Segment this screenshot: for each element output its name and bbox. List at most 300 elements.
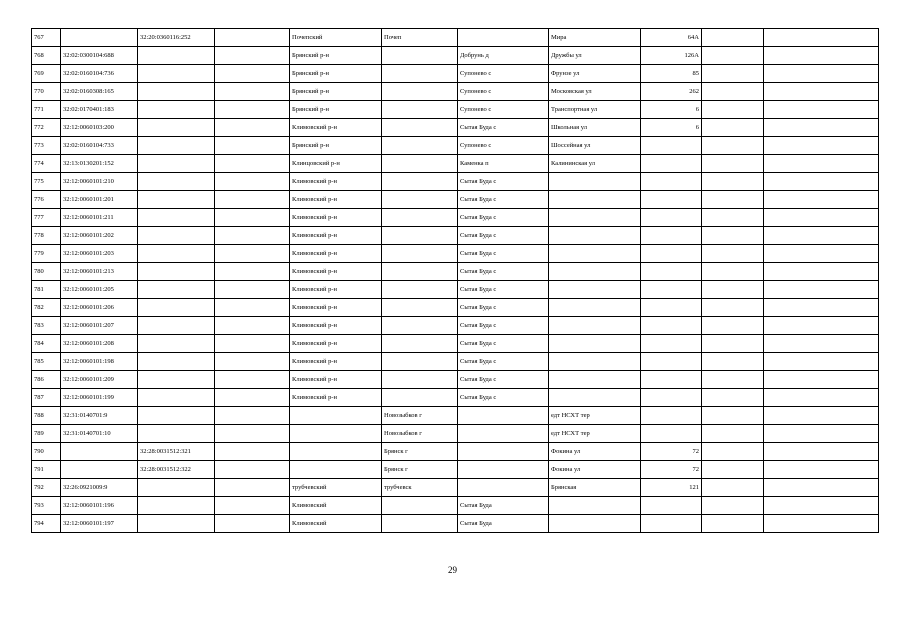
extra-col-1-cell	[702, 443, 764, 461]
district-cell: Климовский р-н	[290, 227, 382, 245]
house-number-cell	[641, 299, 702, 317]
town-cell: Почеп	[382, 29, 458, 47]
settlement-cell: Сытая Буда с	[458, 335, 549, 353]
cadastral-number-b-cell	[138, 335, 215, 353]
extra-col-2-cell	[764, 443, 879, 461]
blank-col-cell	[215, 209, 290, 227]
table-row	[32, 155, 879, 173]
settlement-cell: Сытая Буда с	[458, 245, 549, 263]
cadastral-number-b-cell	[138, 407, 215, 425]
extra-col-1-cell	[702, 245, 764, 263]
cadastral-number-a-cell: 32:12:0060101:211	[61, 209, 138, 227]
cadastral-number-b-cell	[138, 263, 215, 281]
house-number-cell: 85	[641, 65, 702, 83]
district-cell: Климовский р-н	[290, 335, 382, 353]
extra-col-2-cell	[764, 137, 879, 155]
cadastral-number-b-cell	[138, 389, 215, 407]
table-row	[32, 101, 879, 119]
district-cell: Климовский р-н	[290, 263, 382, 281]
cadastral-number-b-cell	[138, 245, 215, 263]
house-number-cell: 262	[641, 83, 702, 101]
settlement-cell: Сытая Буда с	[458, 389, 549, 407]
table-row	[32, 209, 879, 227]
district-cell: Брянский р-н	[290, 83, 382, 101]
extra-col-1-cell	[702, 155, 764, 173]
blank-col-cell	[215, 335, 290, 353]
town-cell: Брянск г	[382, 461, 458, 479]
house-number-cell: 6	[641, 101, 702, 119]
street-cell: Фрунзе ул	[549, 65, 641, 83]
table-row	[32, 47, 879, 65]
settlement-cell: Сытая Буда	[458, 497, 549, 515]
extra-col-1-cell	[702, 65, 764, 83]
street-cell: Московская ул	[549, 83, 641, 101]
district-cell: Климовский р-н	[290, 353, 382, 371]
district-cell: Брянский р-н	[290, 137, 382, 155]
settlement-cell	[458, 29, 549, 47]
table-row	[32, 497, 879, 515]
table-row	[32, 299, 879, 317]
town-cell	[382, 389, 458, 407]
district-cell	[290, 425, 382, 443]
row-number-cell: 792	[32, 479, 61, 497]
extra-col-1-cell	[702, 281, 764, 299]
extra-col-2-cell	[764, 227, 879, 245]
extra-col-1-cell	[702, 191, 764, 209]
table-body	[32, 29, 879, 533]
table-row	[32, 461, 879, 479]
town-cell	[382, 155, 458, 173]
street-cell: Школьная ул	[549, 119, 641, 137]
cadastral-number-b-cell	[138, 317, 215, 335]
settlement-cell: Каменка п	[458, 155, 549, 173]
row-number-cell: 785	[32, 353, 61, 371]
cadastral-number-b-cell	[138, 515, 215, 533]
cadastral-number-b-cell	[138, 371, 215, 389]
cadastral-number-b-cell	[138, 47, 215, 65]
blank-col-cell	[215, 371, 290, 389]
settlement-cell: Сытая Буда	[458, 515, 549, 533]
settlement-cell: Супонево с	[458, 101, 549, 119]
blank-col-cell	[215, 263, 290, 281]
settlement-cell: Сытая Буда с	[458, 281, 549, 299]
settlement-cell	[458, 407, 549, 425]
settlement-cell: Сытая Буда с	[458, 227, 549, 245]
row-number-cell: 780	[32, 263, 61, 281]
extra-col-2-cell	[764, 479, 879, 497]
blank-col-cell	[215, 137, 290, 155]
cadastral-number-b-cell	[138, 353, 215, 371]
cadastral-number-b-cell	[138, 227, 215, 245]
cadastral-number-a-cell: 32:12:0060101:201	[61, 191, 138, 209]
blank-col-cell	[215, 227, 290, 245]
settlement-cell: Сытая Буда с	[458, 317, 549, 335]
extra-col-2-cell	[764, 425, 879, 443]
registry-table	[31, 28, 879, 533]
extra-col-2-cell	[764, 317, 879, 335]
extra-col-1-cell	[702, 137, 764, 155]
street-cell	[549, 317, 641, 335]
table-row	[32, 335, 879, 353]
extra-col-2-cell	[764, 101, 879, 119]
cadastral-number-a-cell: 32:12:0060101:207	[61, 317, 138, 335]
table-row	[32, 245, 879, 263]
cadastral-number-a-cell: 32:26:0921009:9	[61, 479, 138, 497]
row-number-cell: 779	[32, 245, 61, 263]
street-cell	[549, 335, 641, 353]
district-cell: Климовский	[290, 515, 382, 533]
settlement-cell	[458, 479, 549, 497]
settlement-cell: Сытая Буда с	[458, 299, 549, 317]
blank-col-cell	[215, 461, 290, 479]
cadastral-number-b-cell	[138, 209, 215, 227]
row-number-cell: 769	[32, 65, 61, 83]
street-cell	[549, 245, 641, 263]
extra-col-1-cell	[702, 335, 764, 353]
extra-col-1-cell	[702, 407, 764, 425]
town-cell	[382, 65, 458, 83]
extra-col-2-cell	[764, 353, 879, 371]
district-cell: Климовский р-н	[290, 245, 382, 263]
district-cell: Климовский	[290, 497, 382, 515]
house-number-cell: 72	[641, 461, 702, 479]
row-number-cell: 788	[32, 407, 61, 425]
town-cell	[382, 515, 458, 533]
extra-col-1-cell	[702, 173, 764, 191]
town-cell	[382, 209, 458, 227]
blank-col-cell	[215, 479, 290, 497]
street-cell	[549, 173, 641, 191]
cadastral-number-a-cell: 32:31:0140701:10	[61, 425, 138, 443]
extra-col-2-cell	[764, 515, 879, 533]
cadastral-number-b-cell	[138, 299, 215, 317]
cadastral-number-b-cell	[138, 497, 215, 515]
house-number-cell	[641, 515, 702, 533]
town-cell	[382, 47, 458, 65]
row-number-cell: 773	[32, 137, 61, 155]
house-number-cell	[641, 317, 702, 335]
district-cell: Брянский р-н	[290, 47, 382, 65]
extra-col-2-cell	[764, 245, 879, 263]
cadastral-number-a-cell	[61, 461, 138, 479]
cadastral-number-a-cell: 32:02:0300104:688	[61, 47, 138, 65]
extra-col-1-cell	[702, 389, 764, 407]
house-number-cell: 121	[641, 479, 702, 497]
district-cell: Почепский	[290, 29, 382, 47]
cadastral-number-b-cell	[138, 119, 215, 137]
row-number-cell: 768	[32, 47, 61, 65]
house-number-cell	[641, 227, 702, 245]
page-number: 29	[448, 565, 457, 575]
blank-col-cell	[215, 65, 290, 83]
row-number-cell: 778	[32, 227, 61, 245]
row-number-cell: 781	[32, 281, 61, 299]
town-cell	[382, 317, 458, 335]
row-number-cell: 777	[32, 209, 61, 227]
extra-col-2-cell	[764, 335, 879, 353]
blank-col-cell	[215, 281, 290, 299]
house-number-cell	[641, 281, 702, 299]
town-cell: трубчевск	[382, 479, 458, 497]
table-row	[32, 83, 879, 101]
row-number-cell: 771	[32, 101, 61, 119]
house-number-cell	[641, 425, 702, 443]
blank-col-cell	[215, 101, 290, 119]
town-cell	[382, 227, 458, 245]
blank-col-cell	[215, 119, 290, 137]
cadastral-number-a-cell: 32:12:0060101:210	[61, 173, 138, 191]
street-cell: едт НСХТ тер	[549, 425, 641, 443]
blank-col-cell	[215, 515, 290, 533]
town-cell	[382, 299, 458, 317]
street-cell	[549, 515, 641, 533]
house-number-cell	[641, 263, 702, 281]
extra-col-1-cell	[702, 479, 764, 497]
district-cell: Климовский р-н	[290, 371, 382, 389]
district-cell	[290, 461, 382, 479]
town-cell	[382, 191, 458, 209]
town-cell	[382, 173, 458, 191]
extra-col-2-cell	[764, 389, 879, 407]
cadastral-number-b-cell	[138, 479, 215, 497]
blank-col-cell	[215, 443, 290, 461]
district-cell: Климовский р-н	[290, 209, 382, 227]
house-number-cell	[641, 353, 702, 371]
extra-col-2-cell	[764, 119, 879, 137]
house-number-cell	[641, 335, 702, 353]
district-cell	[290, 407, 382, 425]
town-cell	[382, 371, 458, 389]
extra-col-2-cell	[764, 173, 879, 191]
district-cell: Климовский р-н	[290, 389, 382, 407]
row-number-cell: 772	[32, 119, 61, 137]
cadastral-number-a-cell: 32:12:0060103:200	[61, 119, 138, 137]
row-number-cell: 790	[32, 443, 61, 461]
settlement-cell	[458, 425, 549, 443]
row-number-cell: 775	[32, 173, 61, 191]
district-cell: Климовский р-н	[290, 299, 382, 317]
house-number-cell	[641, 173, 702, 191]
district-cell: Брянский р-н	[290, 101, 382, 119]
house-number-cell	[641, 407, 702, 425]
extra-col-1-cell	[702, 515, 764, 533]
row-number-cell: 786	[32, 371, 61, 389]
house-number-cell	[641, 137, 702, 155]
row-number-cell: 767	[32, 29, 61, 47]
house-number-cell: 72	[641, 443, 702, 461]
cadastral-number-b-cell	[138, 155, 215, 173]
house-number-cell	[641, 209, 702, 227]
row-number-cell: 794	[32, 515, 61, 533]
extra-col-2-cell	[764, 155, 879, 173]
street-cell: Дружбы ул	[549, 47, 641, 65]
cadastral-number-a-cell: 32:12:0060101:209	[61, 371, 138, 389]
cadastral-number-a-cell: 32:12:0060101:197	[61, 515, 138, 533]
extra-col-1-cell	[702, 119, 764, 137]
town-cell	[382, 119, 458, 137]
table-row	[32, 353, 879, 371]
cadastral-number-a-cell: 32:12:0060101:205	[61, 281, 138, 299]
cadastral-number-a-cell: 32:02:0160104:733	[61, 137, 138, 155]
cadastral-number-b-cell: 32:28:0031512:322	[138, 461, 215, 479]
cadastral-number-a-cell: 32:31:0140701:9	[61, 407, 138, 425]
blank-col-cell	[215, 29, 290, 47]
extra-col-1-cell	[702, 47, 764, 65]
blank-col-cell	[215, 425, 290, 443]
table-row	[32, 317, 879, 335]
district-cell: Климовский р-н	[290, 317, 382, 335]
extra-col-1-cell	[702, 29, 764, 47]
town-cell	[382, 497, 458, 515]
district-cell: Брянский р-н	[290, 65, 382, 83]
house-number-cell	[641, 497, 702, 515]
blank-col-cell	[215, 155, 290, 173]
street-cell	[549, 191, 641, 209]
cadastral-number-b-cell	[138, 65, 215, 83]
cadastral-number-b-cell	[138, 83, 215, 101]
extra-col-1-cell	[702, 317, 764, 335]
table-row	[32, 137, 879, 155]
table-row	[32, 281, 879, 299]
table-row	[32, 443, 879, 461]
extra-col-2-cell	[764, 83, 879, 101]
cadastral-number-b-cell	[138, 173, 215, 191]
row-number-cell: 784	[32, 335, 61, 353]
settlement-cell	[458, 461, 549, 479]
settlement-cell: Сытая Буда с	[458, 191, 549, 209]
town-cell: Брянск г	[382, 443, 458, 461]
blank-col-cell	[215, 173, 290, 191]
extra-col-1-cell	[702, 227, 764, 245]
cadastral-number-b-cell	[138, 101, 215, 119]
row-number-cell: 793	[32, 497, 61, 515]
blank-col-cell	[215, 245, 290, 263]
street-cell: едт НСХТ тер	[549, 407, 641, 425]
town-cell	[382, 83, 458, 101]
extra-col-1-cell	[702, 371, 764, 389]
blank-col-cell	[215, 389, 290, 407]
cadastral-number-b-cell	[138, 191, 215, 209]
street-cell: Калининская ул	[549, 155, 641, 173]
table-row	[32, 65, 879, 83]
settlement-cell: Сытая Буда с	[458, 353, 549, 371]
cadastral-number-a-cell: 32:12:0060101:213	[61, 263, 138, 281]
table-row	[32, 227, 879, 245]
street-cell	[549, 209, 641, 227]
table-row	[32, 407, 879, 425]
extra-col-2-cell	[764, 407, 879, 425]
district-cell: Климовский р-н	[290, 281, 382, 299]
extra-col-1-cell	[702, 299, 764, 317]
table-row	[32, 29, 879, 47]
street-cell: Транспортная ул	[549, 101, 641, 119]
settlement-cell: Добрунь д	[458, 47, 549, 65]
town-cell	[382, 101, 458, 119]
cadastral-number-b-cell: 32:20:0360116:252	[138, 29, 215, 47]
house-number-cell: 6	[641, 119, 702, 137]
table-row	[32, 515, 879, 533]
extra-col-2-cell	[764, 299, 879, 317]
street-cell: Шоссейная ул	[549, 137, 641, 155]
cadastral-number-a-cell: 32:02:0170401:183	[61, 101, 138, 119]
blank-col-cell	[215, 407, 290, 425]
table-row	[32, 371, 879, 389]
blank-col-cell	[215, 191, 290, 209]
house-number-cell	[641, 245, 702, 263]
extra-col-2-cell	[764, 263, 879, 281]
blank-col-cell	[215, 47, 290, 65]
street-cell	[549, 371, 641, 389]
extra-col-2-cell	[764, 461, 879, 479]
town-cell: Новозыбков г	[382, 425, 458, 443]
town-cell	[382, 263, 458, 281]
cadastral-number-a-cell: 32:12:0060101:196	[61, 497, 138, 515]
row-number-cell: 770	[32, 83, 61, 101]
extra-col-2-cell	[764, 191, 879, 209]
settlement-cell: Супонево с	[458, 137, 549, 155]
district-cell: Климовский р-н	[290, 173, 382, 191]
street-cell	[549, 497, 641, 515]
extra-col-1-cell	[702, 353, 764, 371]
district-cell: Климовский р-н	[290, 119, 382, 137]
house-number-cell	[641, 155, 702, 173]
cadastral-number-b-cell: 32:28:0031512:321	[138, 443, 215, 461]
town-cell: Новозыбков г	[382, 407, 458, 425]
street-cell: Фокина ул	[549, 443, 641, 461]
house-number-cell	[641, 191, 702, 209]
table-row	[32, 389, 879, 407]
cadastral-number-a-cell: 32:12:0060101:203	[61, 245, 138, 263]
extra-col-2-cell	[764, 497, 879, 515]
cadastral-number-a-cell: 32:12:0060101:206	[61, 299, 138, 317]
row-number-cell: 776	[32, 191, 61, 209]
row-number-cell: 782	[32, 299, 61, 317]
settlement-cell: Сытая Буда с	[458, 371, 549, 389]
settlement-cell: Сытая Буда с	[458, 173, 549, 191]
extra-col-1-cell	[702, 461, 764, 479]
cadastral-number-a-cell	[61, 29, 138, 47]
cadastral-number-b-cell	[138, 137, 215, 155]
row-number-cell: 789	[32, 425, 61, 443]
settlement-cell: Супонево с	[458, 65, 549, 83]
blank-col-cell	[215, 353, 290, 371]
street-cell	[549, 353, 641, 371]
district-cell: трубчевский	[290, 479, 382, 497]
street-cell	[549, 263, 641, 281]
table-row	[32, 479, 879, 497]
town-cell	[382, 353, 458, 371]
settlement-cell	[458, 443, 549, 461]
town-cell	[382, 335, 458, 353]
row-number-cell: 783	[32, 317, 61, 335]
district-cell: Клинцовский р-н	[290, 155, 382, 173]
table-row	[32, 263, 879, 281]
blank-col-cell	[215, 497, 290, 515]
blank-col-cell	[215, 299, 290, 317]
extra-col-2-cell	[764, 47, 879, 65]
table-row	[32, 425, 879, 443]
cadastral-number-a-cell: 32:12:0060101:208	[61, 335, 138, 353]
town-cell	[382, 137, 458, 155]
extra-col-2-cell	[764, 209, 879, 227]
street-cell	[549, 389, 641, 407]
extra-col-1-cell	[702, 83, 764, 101]
settlement-cell: Сытая Буда с	[458, 209, 549, 227]
blank-col-cell	[215, 317, 290, 335]
cadastral-number-a-cell: 32:02:0160104:736	[61, 65, 138, 83]
house-number-cell	[641, 371, 702, 389]
street-cell: Фокина ул	[549, 461, 641, 479]
